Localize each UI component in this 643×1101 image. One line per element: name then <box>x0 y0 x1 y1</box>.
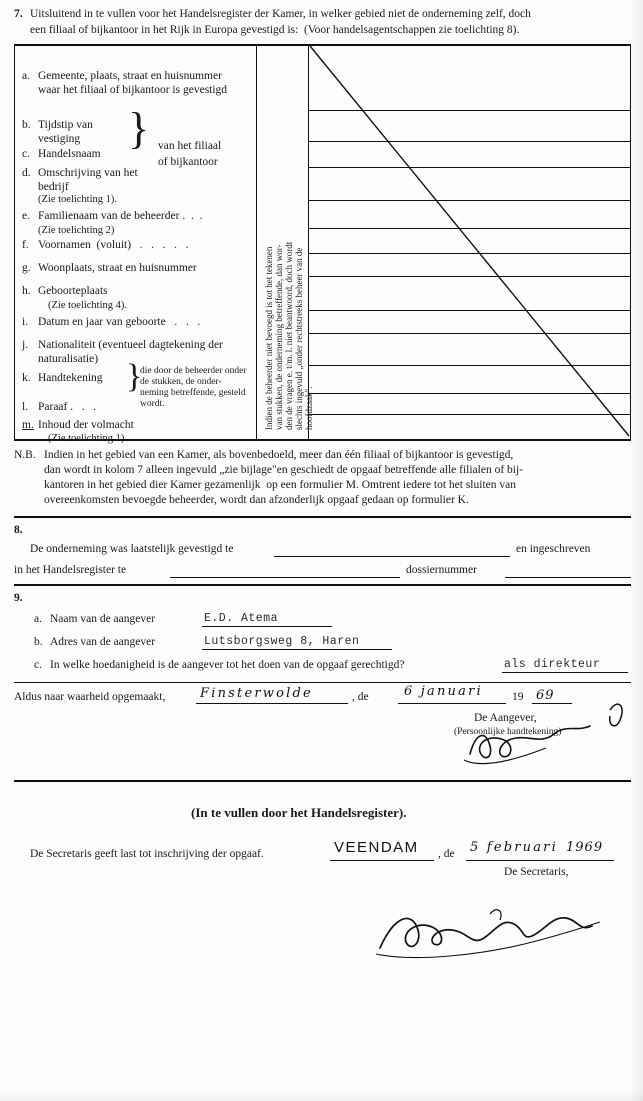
item-letter-f: f. <box>22 239 29 251</box>
brace-bcd: } <box>128 104 150 153</box>
registry-date[interactable]: 5 februari <box>470 840 558 855</box>
item-text-h: Geboorteplaats <box>38 285 108 297</box>
brace-label-line1: van het filiaal <box>158 140 222 152</box>
section9-letter-a: a. <box>34 613 42 625</box>
registry-line: De Secretaris geeft last tot inschrijving der opgaaf. <box>30 848 264 860</box>
section7-number: 7. <box>14 8 23 20</box>
vertical-note-line-2: van stukken, de onderneming betreffende, dan wor- <box>274 244 284 430</box>
section9-field-c[interactable] <box>502 672 628 673</box>
declaration-date-line[interactable] <box>398 703 506 704</box>
item-letter-d: d. <box>22 167 31 179</box>
scan-bottom-shadow <box>0 1091 643 1101</box>
item-text-g: Woonplaats, straat en huisnummer <box>38 262 197 274</box>
nb-line-3: kantoren in het gebied dier Kamer gezamenlijk op een formulier M. Omtrent iedere tot het sluiten van <box>44 479 516 491</box>
item-letter-g: g. <box>22 262 31 274</box>
vertical-note-line-3: den de vragen e. t/m. l. niet beantwoord, doch wordt <box>284 241 294 430</box>
item-letter-m: m. <box>22 419 34 431</box>
item-note-2: (Zie toelichting 2) <box>38 225 115 236</box>
item-letter-k: k. <box>22 372 31 384</box>
vertical-note-line-1: Indien de beheerder niet bevoegd is tot het tekenen <box>264 246 274 430</box>
declaration-de: , de <box>352 691 369 703</box>
item-letter-a: a. <box>22 70 30 82</box>
nb-label: N.B. <box>14 449 36 461</box>
section9-field-b[interactable] <box>202 649 392 650</box>
declaration-place[interactable]: Finsterwolde <box>200 686 313 701</box>
section8-bottom-rule <box>14 584 631 586</box>
item-text-f: Voornamen (voluit) . . . . . <box>38 239 189 251</box>
registry-year-line[interactable] <box>562 860 614 861</box>
item-text-b: Tijdstip van vestiging <box>38 119 93 145</box>
registry-heading: (In te vullen door het Handelsregister). <box>191 805 407 820</box>
declaration-date[interactable]: 6 januari <box>404 684 483 699</box>
brace-k: } <box>126 358 143 395</box>
item-text-j: Nationaliteit (eventueel dagtekening der naturalisatie) <box>38 339 223 365</box>
item-text-i: Datum en jaar van geboorte . . . <box>38 316 201 328</box>
section7-heading-line1: Uitsluitend in te vullen voor het Handelsregister der Kamer, in welker gebied niet de onderneming zelf, doch <box>30 8 531 20</box>
section9-label-c: In welke hoedanigheid is de aangever tot het doen van de opgaaf gerechtigd? <box>50 659 405 671</box>
item-letter-h: h. <box>22 285 31 297</box>
item-note-1b: (Zie toelichting 1). <box>48 433 128 444</box>
registry-year[interactable]: 1969 <box>566 840 604 855</box>
section9-letter-c: c. <box>34 659 42 671</box>
declaration-year-line[interactable] <box>532 703 572 704</box>
table-left-border <box>14 44 15 439</box>
registry-place-line[interactable] <box>330 860 434 861</box>
item-text-k: Handtekening <box>38 372 103 384</box>
section9-number: 9. <box>14 592 23 604</box>
item-text-c: Handelsnaam <box>38 148 101 160</box>
nb-bottom-rule <box>14 516 631 518</box>
registry-place[interactable]: VEENDAM <box>334 839 419 856</box>
section9-field-a[interactable] <box>202 626 332 627</box>
item-letter-l: l. <box>22 401 29 413</box>
vertical-note-line-4: slechts ingevuld „onder rechtstreeks beheer van de <box>294 247 304 430</box>
secretary-signature <box>372 900 612 970</box>
nb-line-4: overeenkomsten bevoegde beheerder, wordt dan afzonderlijk opgaaf gedaan op formulier K. <box>44 494 469 506</box>
section9-value-c[interactable]: als direkteur <box>504 658 601 671</box>
nb-line-1: Indien in het gebied van een Kamer, als bovenbedoeld, meer dan één filiaal of bijkantoor is gevestigd, <box>44 449 514 461</box>
section8-field-1[interactable] <box>274 556 510 557</box>
section8-number: 8. <box>14 524 23 536</box>
item-note-4: (Zie toelichting 4). <box>48 300 128 311</box>
item-letter-c: c. <box>22 148 30 160</box>
diagonal-strike <box>308 44 631 439</box>
declaration-place-line[interactable] <box>196 703 348 704</box>
section9-label-a: Naam van de aangever <box>50 613 156 625</box>
declaration-year[interactable]: 69 <box>536 688 555 703</box>
item-letter-j: j. <box>22 339 29 351</box>
section8-line2-pre: in het Handelsregister te <box>14 564 127 576</box>
section8-line2-post: dossiernummer <box>406 564 477 576</box>
signer-label: De Aangever, <box>474 712 537 724</box>
section9-value-b[interactable]: Lutsborgsweg 8, Haren <box>204 635 360 648</box>
secretary-label: De Secretaris, <box>504 866 569 878</box>
nb-line-2: dan wordt in kolom 7 alleen ingevuld „zie bijlage"en geschiedt de opgaaf betreffende alle filialen of bij- <box>44 464 523 476</box>
item-letter-e: e. <box>22 210 30 222</box>
brace-label-line2: of bijkantoor <box>158 156 218 168</box>
item-text-a: Gemeente, plaats, straat en huisnummer waar het filiaal of bijkantoor is gevestigd <box>38 70 228 96</box>
scan-edge-shadow <box>629 0 643 1101</box>
signer-note: (Persoonlijke handtekening) <box>454 727 562 737</box>
section8-line1-pre: De onderneming was laatstelijk gevestigd te <box>30 543 234 555</box>
section7-heading-line2: een filiaal of bijkantoor in het Rijk in Europa gevestigd is: (Voor handelsagentschappen zie toelichting 8). <box>30 24 520 36</box>
brace-k-note: die door de beheerder onder de stukken, de onder- neming betreffende, gesteld wordt. <box>140 366 247 409</box>
section9-letter-b: b. <box>34 636 43 648</box>
declaration-bottom-rule <box>14 780 631 782</box>
item-text-m: Inhoud der volmacht <box>38 419 134 431</box>
declaration-year-prefix: 19 <box>512 691 524 703</box>
item-text-e: Familienaam van de beheerder . . . <box>38 210 203 222</box>
section9-value-a[interactable]: E.D. Atema <box>204 612 279 625</box>
item-letter-b: b. <box>22 119 31 131</box>
item-letter-i: i. <box>22 316 29 328</box>
registry-date-line[interactable] <box>466 860 562 861</box>
declaration-prefix: Aldus naar waarheid opgemaakt, <box>14 691 166 703</box>
item-note-1: (Zie toelichting 1). <box>38 194 118 205</box>
item-text-d: Omschrijving van het bedrijf <box>38 167 138 193</box>
section8-field-3[interactable] <box>505 577 631 578</box>
section9-bottom-rule <box>14 682 631 683</box>
table-column-divider <box>256 44 257 439</box>
section8-field-2[interactable] <box>170 577 400 578</box>
section8-line1-post: en ingeschreven <box>516 543 591 555</box>
vertical-note-line-5: hoofdzaak". <box>304 386 314 430</box>
item-text-l: Paraaf . . . <box>38 401 97 413</box>
registry-de: , de <box>438 848 455 860</box>
section9-label-b: Adres van de aangever <box>50 636 156 648</box>
